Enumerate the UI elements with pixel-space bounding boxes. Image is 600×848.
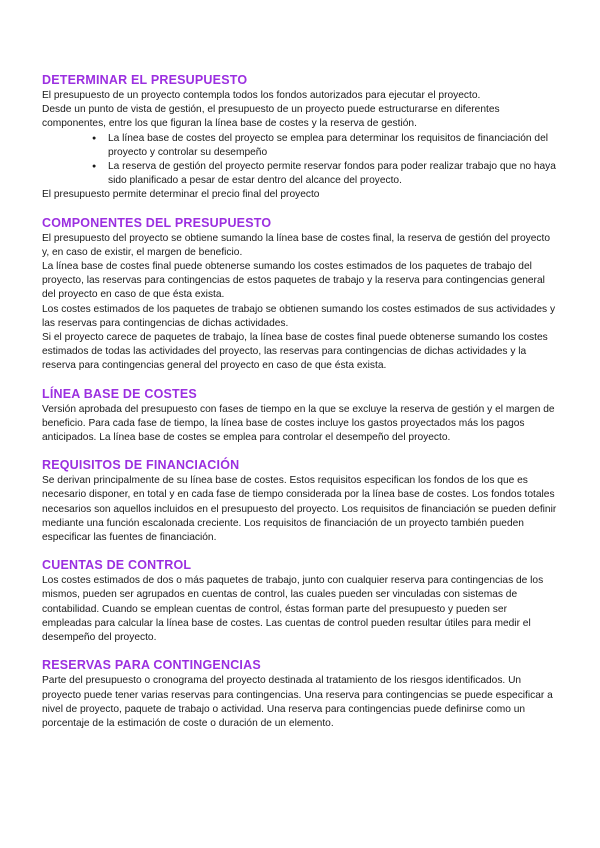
bullet-list — [42, 132, 558, 189]
section-linea-base-costes — [42, 386, 558, 446]
paragraph: Si el proyecto carece de paquetes de trabajo, la línea base de costes final puede obtenerse sumando los costes estimados de todas las actividades del proyecto, las reservas para contingencias de dichas actividades y la reserva para contingencias general del proyecto en caso de que ésta exista. — [42, 332, 548, 372]
section-determinar-presupuesto — [42, 72, 558, 203]
paragraph: Versión aprobada del presupuesto con fases de tiempo en la que se excluye la reserva de gestión y el margen de beneficio. Para cada fase de tiempo, la línea base de costes incluye los gastos proyectados más los pagos anticipados. La línea base de costes se emplea para controlar el desempeño del proyecto. — [42, 403, 555, 444]
paragraph: El presupuesto permite determinar el precio final del proyecto — [42, 189, 320, 201]
bullet-item: ● La reserva de gestión del proyecto permite reservar fondos para poder realizar trabajo que no haya sido planificado a pesar de estar dentro del alcance del proyecto. — [92, 160, 558, 188]
bullet-item: ● La línea base de costes del proyecto se emplea para determinar los requisitos de financiación del proyecto y controlar su desempeño — [92, 132, 558, 160]
paragraph: Se derivan principalmente de su línea base de costes. Estos requisitos especifican los fondos de los que es necesario disponer, en total y en cada fase de tiempo considerada por la línea base de costes. Los fondos totales necesarios son aquellos incluidos en el presupuesto del proyecto. Los requisitos de financiación se pueden definir mediante una función escalonada creciente. Los requisitos de financiación de un proyecto también pueden especificar las fuentes de financiación. — [42, 475, 557, 544]
paragraph: Los costes estimados de dos o más paquetes de trabajo, junto con cualquier reserva para contingencias de los mismos, pueden ser agrupados en cuentas de control, las cuales pueden ser vinculadas con sistemas de contabilidad. Cuando se emplean cuentas de control, éstas forman parte del presupuesto y pueden ser empleadas para calcular la línea base de costes. Las cuentas de control pueden resultar útiles para medir el desempeño del proyecto. — [42, 575, 544, 644]
paragraph: El presupuesto de un proyecto contempla todos los fondos autorizados para ejecutar el proyecto. — [42, 90, 481, 101]
section-requisitos-financiacion — [42, 457, 558, 545]
document-body — [42, 72, 558, 743]
section-heading: RESERVAS PARA CONTINGENCIAS — [42, 658, 261, 673]
section-heading: COMPONENTES DEL PRESUPUESTO — [42, 215, 272, 230]
section-reservas-contingencias — [42, 657, 558, 731]
section-heading: CUENTAS DE CONTROL — [42, 558, 192, 573]
section-heading: DETERMINAR EL PRESUPUESTO — [42, 73, 248, 87]
paragraph: Parte del presupuesto o cronograma del proyecto destinada al tratamiento de los riesgos identificados. Un proyecto puede tener varias reservas para contingencias. Una reserva para contingencias se puede especificar a nivel de proyecto, paquete de trabajo o actividad. Una reserva para contingencias puede definirse como un porcentaje de la estimación de coste o duración de un elemento. — [42, 675, 553, 729]
paragraph: La línea base de costes final puede obtenerse sumando los costes estimados de los paquetes de trabajo del proyecto, las reservas para contingencias de estos paquetes de trabajo y la reserva para contingencias general del proyecto en caso de que ésta exista. — [42, 261, 545, 301]
section-componentes-presupuesto — [42, 215, 558, 374]
paragraph: El presupuesto del proyecto se obtiene sumando la línea base de costes final, la reserva de gestión del proyecto y, en caso de existir, el margen de beneficio. — [42, 232, 550, 258]
section-heading: LÍNEA BASE DE COSTES — [42, 386, 197, 401]
paragraph: Los costes estimados de los paquetes de trabajo se obtienen sumando los costes estimados de sus actividades y las reservas para contingencias de dichas actividades. — [42, 303, 556, 329]
paragraph: Desde un punto de vista de gestión, el presupuesto de un proyecto puede estructurarse en diferentes componentes, entre los que figuran la línea base de costes y la reserva de gestión. — [42, 104, 500, 130]
section-heading: REQUISITOS DE FINANCIACIÓN — [42, 458, 240, 473]
section-cuentas-control — [42, 557, 558, 645]
